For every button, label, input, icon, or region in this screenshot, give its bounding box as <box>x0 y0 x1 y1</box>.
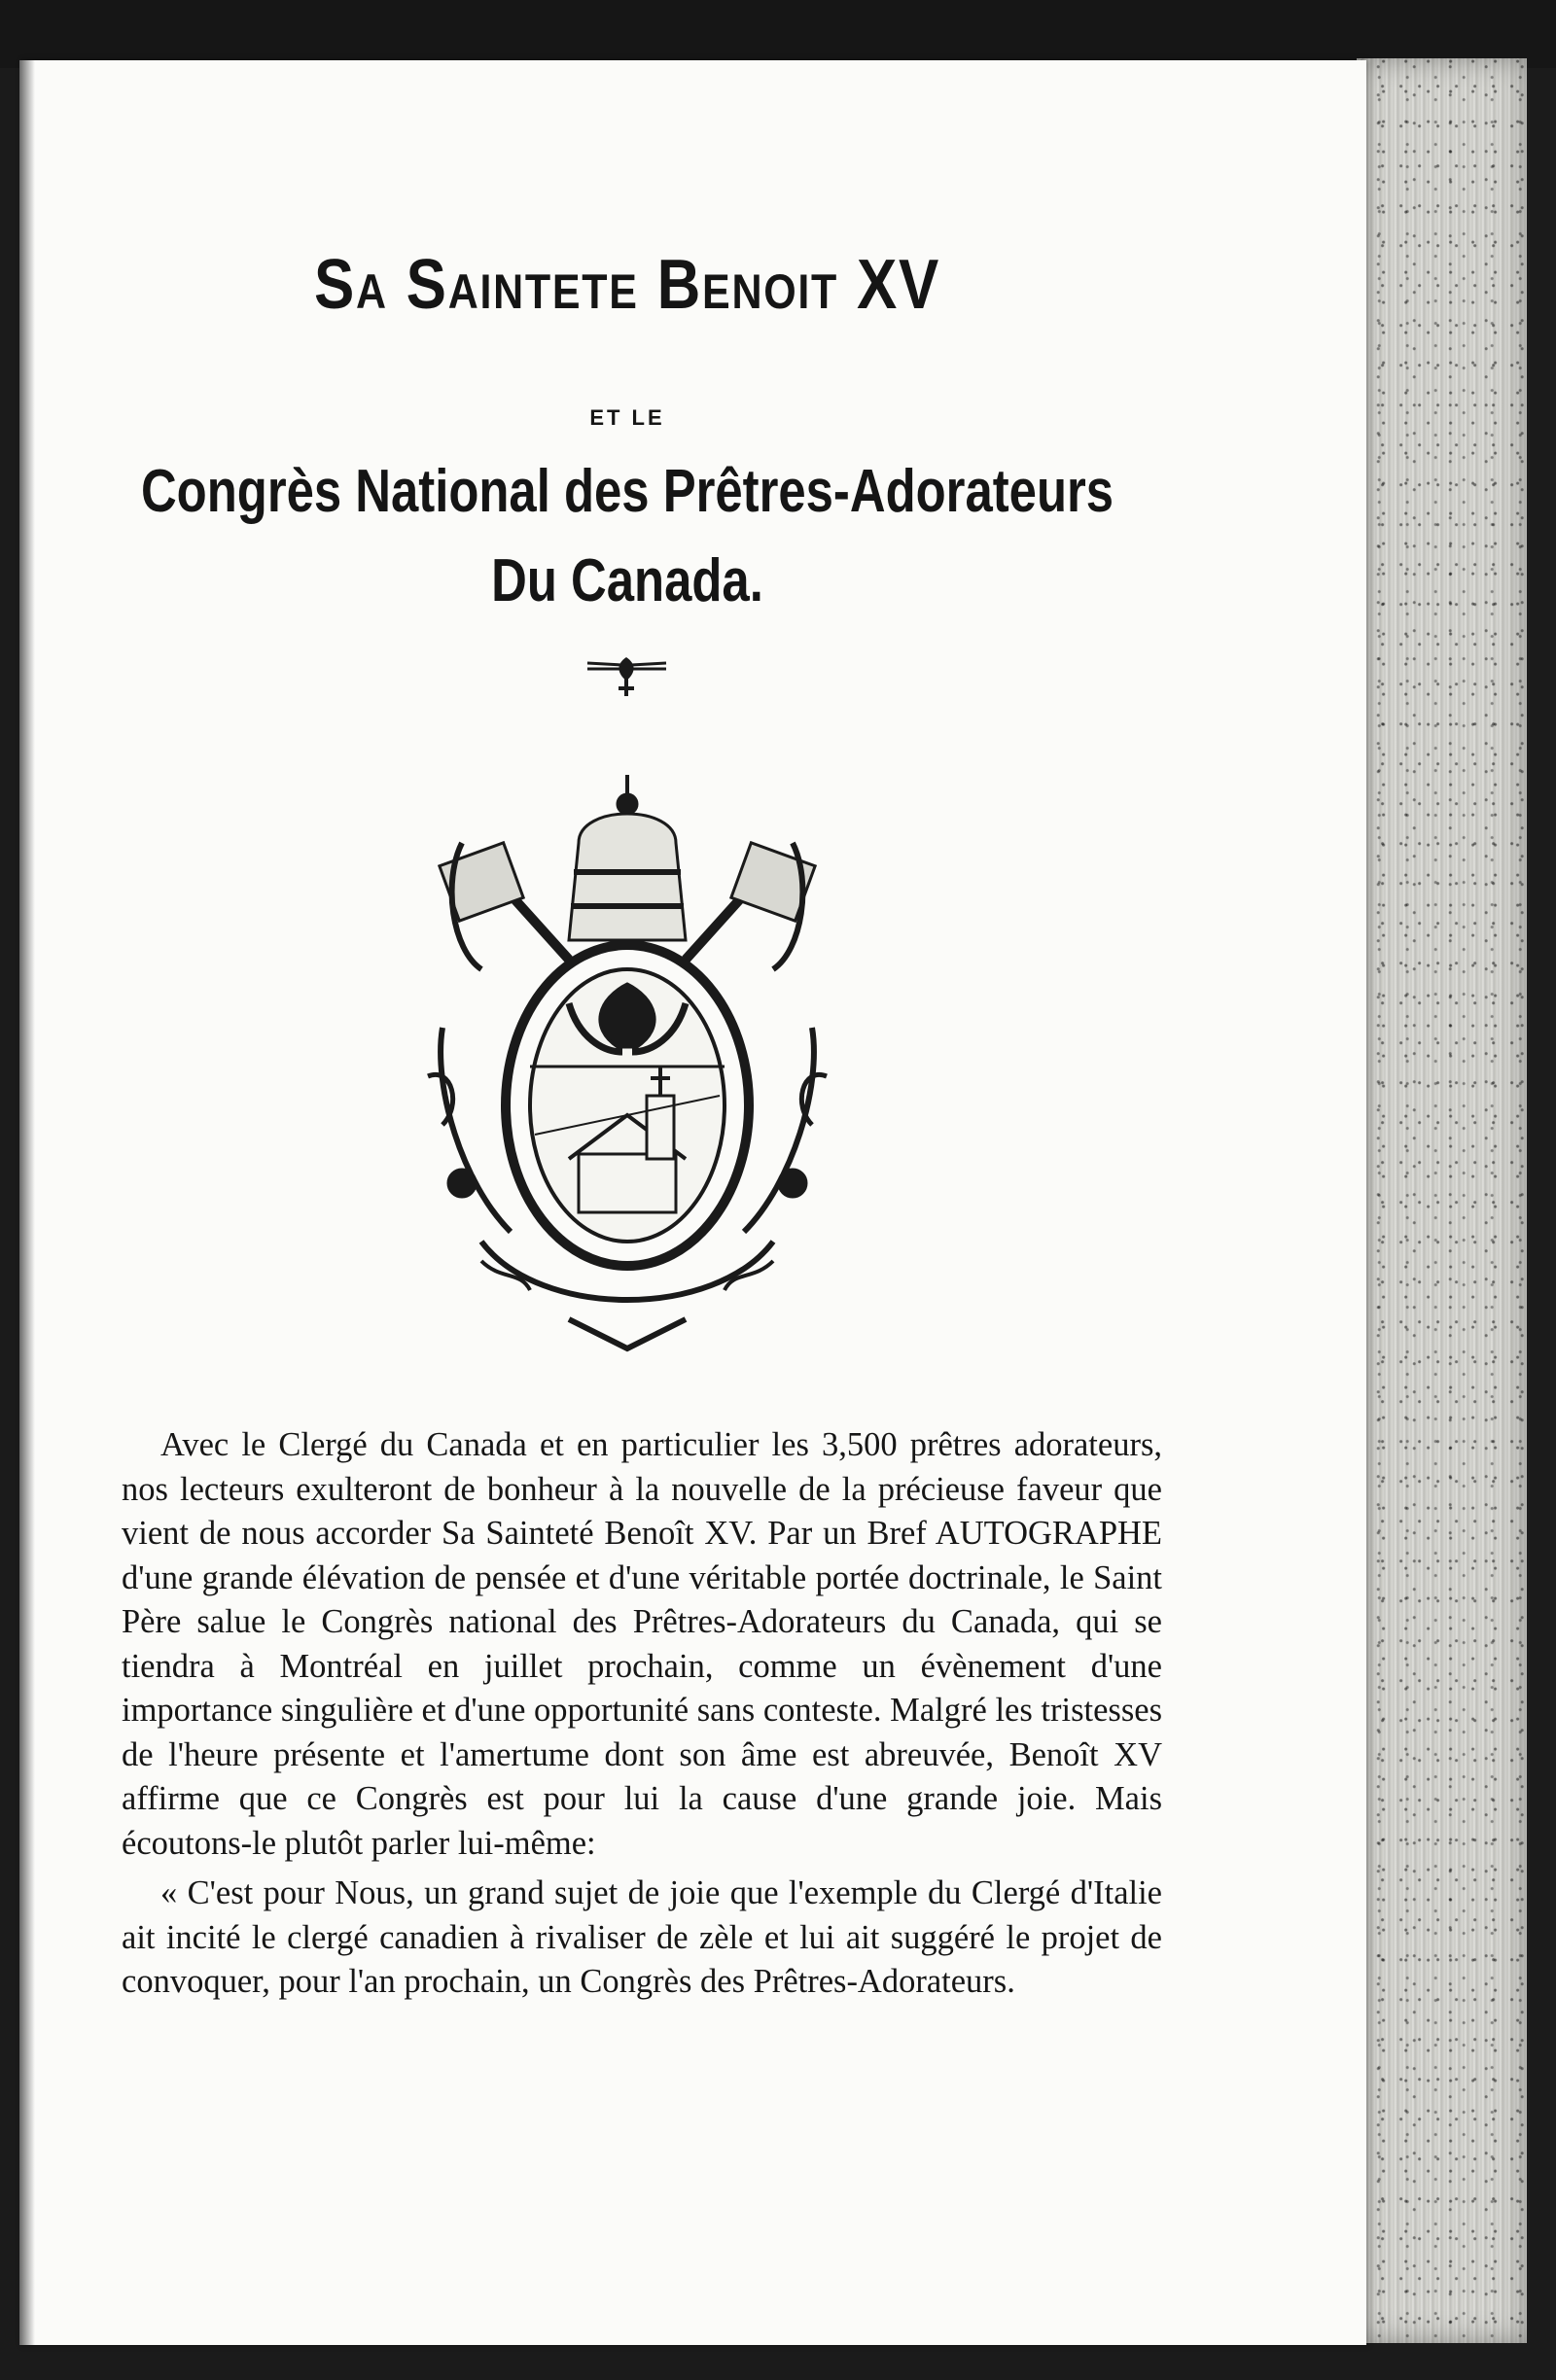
book-page-edges <box>1357 58 1527 2343</box>
gutter-shadow <box>19 60 35 2345</box>
paragraph-intro: Avec le Clergé du Canada et en particulier les 3,500 prêtres adorateurs, nos lecteurs exulteront de bonheur à la nouvelle de la précieuse faveur que vient de nous accorder Sa Sainteté Benoît XV. Par un Bref AUTOGRAPHE d'une grande élévation de pensée et d'une véritable portée doctrinale, le Saint Père salue le Congrès national des Prêtres-Adorateurs du Canada, qui se tiendra à Montréal en juillet prochain, comme un évènement d'une importance singulière et d'une opportunité sans conteste. Malgré les tristesses de l'heure présente et l'amertume dont son âme est abreuvée, Benoît XV affirme que ce Congrès est pour lui la cause d'une grande joie. Mais écoutons-le plutôt parler lui-même: <box>122 1426 1162 1862</box>
book-page <box>19 60 1366 2345</box>
title-line-2: Du Canada. <box>491 547 763 614</box>
papal-coat-of-arms-icon <box>423 775 831 1358</box>
title-line-1: Congrès National des Prêtres-Adorateurs <box>140 458 1114 525</box>
title-connector: ET LE <box>589 405 665 430</box>
page-title: Sa Saintete Benoit XV <box>313 246 941 324</box>
paragraph-quote: « C'est pour Nous, un grand sujet de joie que l'exemple du Clergé d'Italie ait incité le clergé canadien à rivaliser de zèle et lui ait suggéré le projet de convoquer, pour l'an prochain, un Congrès des Prêtres-Adorateurs. <box>122 1874 1162 2000</box>
scanner-background <box>0 0 1556 68</box>
article-body <box>122 1423 1162 2005</box>
fleuron-icon <box>585 651 668 700</box>
